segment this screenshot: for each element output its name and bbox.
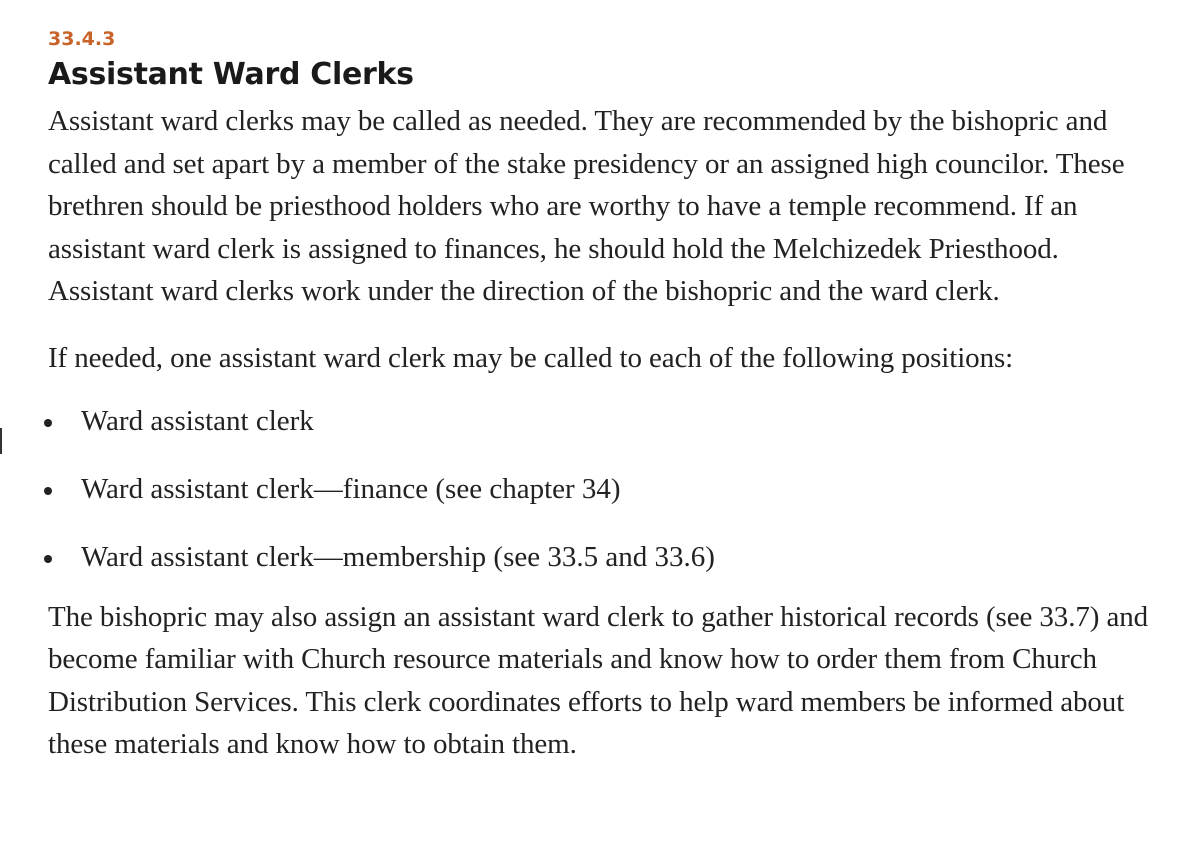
list-item	[48, 468, 1178, 510]
bullet-icon	[44, 555, 52, 563]
closing-paragraph: The bishopric may also assign an assistant ward clerk to gather historical records (see 33.7) and become familiar with Church resource materials and know how to order them from Church Distribution Services. This clerk coordinates efforts to help ward members be informed about these materials and know how to obtain them.	[48, 600, 1149, 761]
section-title: Assistant Ward Clerks	[48, 57, 414, 92]
positions-list	[48, 400, 1178, 578]
intro-paragraph: Assistant ward clerks may be called as needed. They are recommended by the bishopric and called and set apart by a member of the stake presidency or an assigned high councilor. These brethren should be priesthood holders who are worthy to have a temple recommend. If an assistant ward clerk is assigned to finances, he should hold the Melchizedek Priesthood. Assistant ward clerks work under the direction of the bishopric and the ward clerk.	[48, 105, 1125, 308]
bullet-icon	[44, 487, 52, 495]
bullet-icon	[44, 419, 52, 427]
list-item-text: Ward assistant clerk—membership (see 33.5 and 33.6)	[81, 540, 715, 573]
page-edge-marker	[0, 428, 2, 454]
list-item-text: Ward assistant clerk	[81, 404, 314, 437]
section-number: 33.4.3	[48, 28, 116, 50]
list-item-text: Ward assistant clerk—finance (see chapter 34)	[81, 472, 621, 505]
document-page	[48, 26, 1178, 766]
list-item	[48, 400, 1178, 442]
positions-lead-paragraph: If needed, one assistant ward clerk may be called to each of the following positions:	[48, 341, 1014, 374]
list-item	[48, 536, 1178, 578]
